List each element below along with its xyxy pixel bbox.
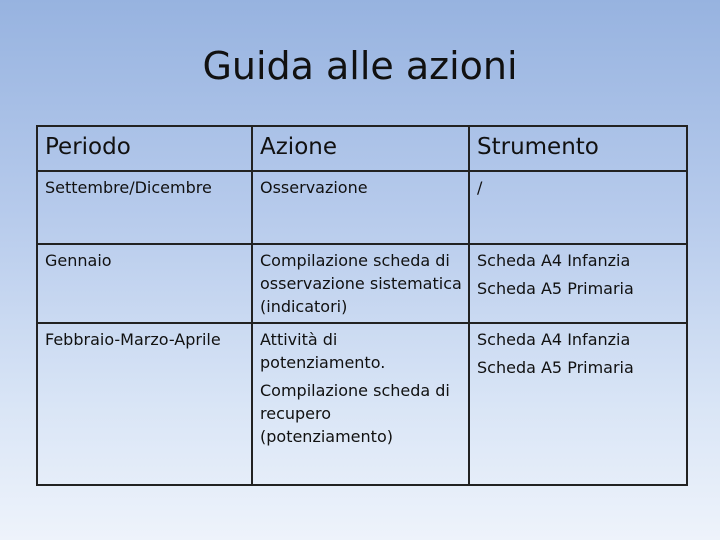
cell-line: Scheda A5 Primaria: [477, 358, 634, 377]
cell-strumento: [469, 323, 687, 485]
cell-line: Compilazione scheda di: [260, 381, 450, 400]
cell-azione: [252, 171, 469, 244]
cell-line: /: [477, 178, 483, 197]
header-periodo: Periodo: [37, 126, 252, 171]
slide-title: Guida alle azioni: [202, 44, 518, 88]
cell-line: osservazione sistematica: [260, 274, 462, 293]
table-header-row: [37, 126, 687, 171]
cell-periodo: Febbraio-Marzo-Aprile: [37, 323, 252, 485]
cell-line: Scheda A4 Infanzia: [477, 251, 631, 270]
header-azione: Azione: [252, 126, 469, 171]
cell-line: Attività di: [260, 330, 338, 349]
table-row: [37, 171, 687, 244]
cell-line: (indicatori): [260, 297, 348, 316]
cell-line: Scheda A4 Infanzia: [477, 330, 631, 349]
cell-strumento: [469, 171, 687, 244]
cell-azione: [252, 244, 469, 323]
cell-periodo: Gennaio: [37, 244, 252, 323]
header-strumento: Strumento: [469, 126, 687, 171]
cell-line: Osservazione: [260, 178, 368, 197]
cell-line: Scheda A5 Primaria: [477, 279, 634, 298]
cell-line: (potenziamento): [260, 427, 393, 446]
cell-line: Compilazione scheda di: [260, 251, 450, 270]
actions-table: [36, 125, 688, 486]
cell-periodo: Settembre/Dicembre: [37, 171, 252, 244]
table-row: [37, 323, 687, 485]
cell-strumento: [469, 244, 687, 323]
cell-line: recupero: [260, 404, 332, 423]
cell-line: potenziamento.: [260, 353, 386, 372]
cell-azione: [252, 323, 469, 485]
table-row: [37, 244, 687, 323]
